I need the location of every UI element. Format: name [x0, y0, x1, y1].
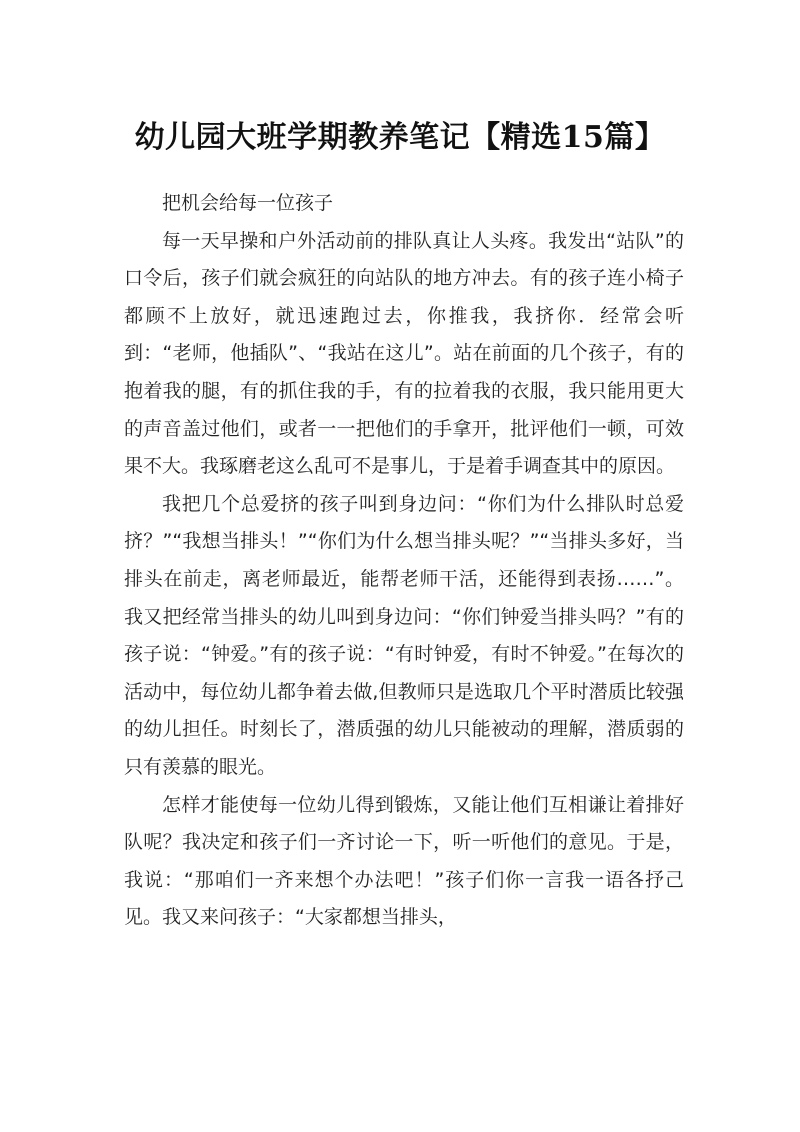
- paragraph: 怎样才能使每一位幼儿得到锻炼，又能让他们互相谦让着排好队呢？我决定和孩子们一齐讨论一下，听一听他们的意见。于是，我说：“那咱们一齐来想个办法吧！”孩子们你一言我一语各抒己见。我又来问孩子：“大家都想当排头，: [124, 793, 684, 929]
- document-body: [124, 185, 684, 937]
- document-title: 幼儿园大班学期教养笔记【精选15篇】: [134, 120, 666, 156]
- paragraph-heading: 把机会给每一位孩子: [162, 192, 334, 214]
- paragraph: 我把几个总爱挤的孩子叫到身边问：“你们为什么排队时总爱挤？”“我想当排头！”“你们为什么想当排头呢？”“当排头多好，当排头在前走，离老师最近，能帮老师干活，还能得到表扬……”。我又把经常当排头的幼儿叫到身边问：“你们钟爱当排头吗？”有的孩子说：“钟爱。”有的孩子说：“有时钟爱，有时不钟爱。”在每次的活动中，每位幼儿都争着去做,但教师只是选取几个平时潜质比较强的幼儿担任。时刻长了，潜质强的幼儿只能被动的理解，潜质弱的只有羡慕的眼光。: [124, 492, 684, 778]
- paragraph: 每一天早操和户外活动前的排队真让人头疼。我发出“站队”的口令后，孩子们就会疯狂的向站队的地方冲去。有的孩子连小椅子都顾不上放好，就迅速跑过去，你推我，我挤你．经常会听到：“老师，他插队”、“我站在这儿”。站在前面的几个孩子，有的抱着我的腿，有的抓住我的手，有的拉着我的衣服，我只能用更大的声音盖过他们，或者一一把他们的手拿开，批评他们一顿，可效果不大。我琢磨老这么乱可不是事儿，于是着手调查其中的原因。: [124, 229, 684, 478]
